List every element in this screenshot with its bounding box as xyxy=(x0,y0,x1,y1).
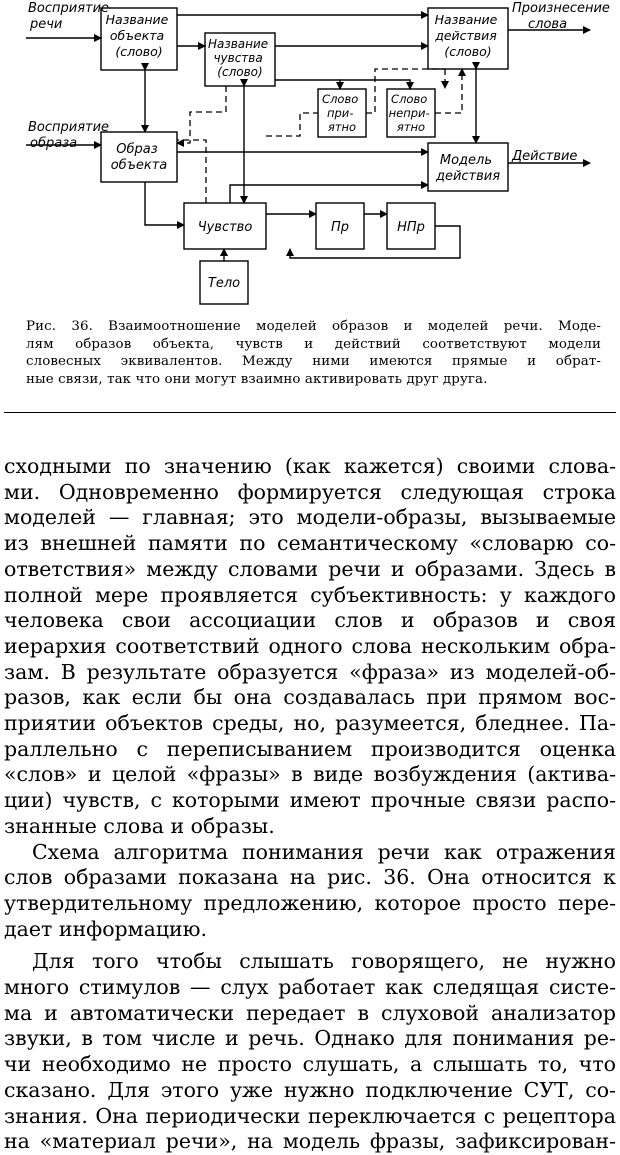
text-pr: Пр xyxy=(330,220,350,235)
caption-line: ные связи, так что они могут взаимно активировать друг друга. xyxy=(26,371,488,387)
text-line: «слов» и целой «фразы» в виде возбуждения (актива- xyxy=(4,762,616,787)
text-line: полной мере проявляется субъективность: у каждого xyxy=(4,582,616,607)
box-object-image xyxy=(101,132,177,182)
text-body: Тело xyxy=(207,276,241,291)
text-word-unpleasant: Слово непри- ятно xyxy=(388,92,430,134)
text-line: иерархия соответствий одного слова нескольким обра- xyxy=(4,633,616,658)
text-line: сказано. Для этого уже нужно подключение СУТ, со- xyxy=(4,1077,616,1102)
text-line: много стимулов — слух работает как следящая систе- xyxy=(4,975,616,1000)
text-action-model: Модель действия xyxy=(435,153,501,184)
text-line: чи необходимо не просто слушать, а слышать то, что xyxy=(4,1052,616,1077)
text-line: слов образами показана на рис. 36. Она относится к xyxy=(4,865,616,890)
label-output-speech: Произнесение xyxy=(512,1,610,16)
text-word-pleasant: Слово при- ятно xyxy=(322,92,359,134)
text-object-name: Название объекта (слово) xyxy=(105,12,169,59)
text-line: ответствия» между словами речи и образами. Здесь в xyxy=(4,556,616,581)
label-input-speech: Восприятие xyxy=(28,1,110,16)
figure-36-diagram xyxy=(0,0,620,310)
text-object-image: Образ объекта xyxy=(110,142,168,173)
text-line: разов, как если бы она создавалась при прямом вос- xyxy=(4,685,616,710)
text-line: на «материал речи», на модель фразы, зафиксирован- xyxy=(4,1129,616,1154)
separator-rule xyxy=(4,412,616,413)
text-line: Схема алгоритма понимания речи как отражения xyxy=(32,839,616,864)
text-line: приятии объектов среды, но, разумеется, бледнее. Па- xyxy=(4,711,616,736)
text-line: звуки, в том числе и речь. Однако для понимания ре- xyxy=(4,1026,616,1051)
label-output-speech-2: слова xyxy=(528,17,568,32)
text-npr: НПр xyxy=(397,220,425,235)
body-text xyxy=(4,454,616,1155)
text-line: раллельно с переписыванием производится оценка xyxy=(4,736,616,761)
text-feeling: Чувство xyxy=(197,220,253,235)
text-line: ми. Одновременно формируется следующая строка xyxy=(4,479,616,504)
text-line: знанные слова и образы. xyxy=(4,813,275,838)
text-line: ма и автоматически передает в слуховой анализатор xyxy=(4,1000,616,1025)
caption-line: Рис. 36. Взаимоотношение моделей образов и моделей речи. Моде- xyxy=(26,319,601,334)
label-output-action: Действие xyxy=(512,149,578,164)
text-action-name: Название действия (слово) xyxy=(434,12,498,59)
text-feeling-name: Название чувства (слово) xyxy=(207,37,269,79)
figure-caption xyxy=(26,318,601,388)
label-input-image-2: образа xyxy=(30,136,78,151)
text-line: моделей — главная; это модели-образы, вызываемые xyxy=(4,505,616,530)
text-line: ции) чувств, с которыми имеют прочные связи распо- xyxy=(4,788,616,813)
caption-line: лям образов объекта, чувств и действий соответствуют модели xyxy=(26,336,601,352)
text-line: утвердительному предложению, которое просто пере- xyxy=(4,890,616,915)
text-line: сходными по значению (как кажется) своими слова- xyxy=(4,454,616,478)
caption-line: словесных эквивалентов. Между ними имеются прямые и обрат- xyxy=(26,354,601,369)
text-line: знания. Она периодически переключается с рецептора xyxy=(4,1103,616,1128)
text-line: из внешней памяти по семантическому «словарю со- xyxy=(4,531,616,556)
text-line: дает информацию. xyxy=(4,916,208,941)
text-line: человека свои ассоциации слов и образов и своя xyxy=(4,608,616,633)
label-input-speech-2: речи xyxy=(30,17,63,32)
text-line: зам. В результате образуется «фраза» из моделей-об- xyxy=(4,659,616,684)
text-line: Для того чтобы слышать говорящего, не нужно xyxy=(32,949,616,974)
label-input-image: Восприятие xyxy=(28,120,110,135)
